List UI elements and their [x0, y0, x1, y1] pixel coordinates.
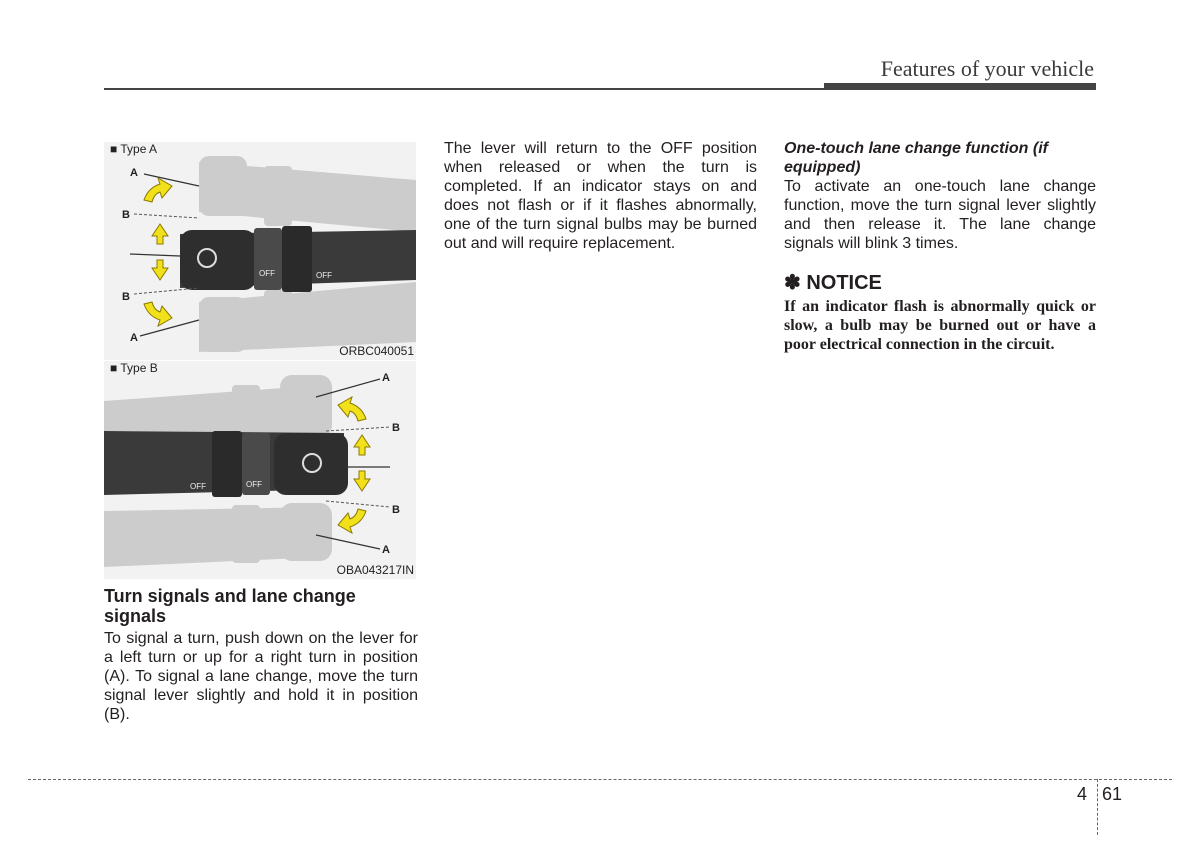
section-body-one-touch: To activate an one-touch lane change function, move the turn signal lever slightly and then release it. The lane change signals will blink 3 times. [784, 178, 1096, 252]
chapter-number: 4 [1077, 784, 1088, 804]
callout-a-bottom-b: A [382, 544, 390, 556]
section-lever-return [444, 139, 757, 253]
section-one-touch [784, 139, 1096, 354]
notice-title: ✽ NOTICE [784, 272, 882, 294]
section-turn-signals [104, 586, 418, 724]
page-header-title: Features of your vehicle [880, 56, 1094, 81]
section-body-lever-return: The lever will return to the OFF position when released or when the turn is completed. If an indicator stays on and does not flash or if it flashes abnormally, one of the turn signal bulbs may be burned out and will require replacement. [444, 140, 757, 252]
header-rule [104, 88, 824, 90]
off-label-a1: OFF [259, 269, 275, 278]
figure-label-type-b: ■ Type B [110, 361, 158, 375]
callout-b-bottom: B [122, 291, 130, 303]
footer-divider [1097, 779, 1098, 835]
off-label-b2: OFF [246, 480, 262, 489]
arrow-down-turn-icon [144, 302, 172, 326]
callout-b-top-b: B [392, 422, 400, 434]
lever-illustration-type-a [104, 142, 416, 360]
callout-a-top-b: A [382, 372, 390, 384]
section-heading-one-touch: One-touch lane change function (if equipped) [784, 140, 1048, 176]
page-number: 61 [1102, 784, 1123, 804]
arrow-down-turn-icon-b [338, 509, 366, 533]
lever-main-b [104, 431, 348, 497]
callout-a-bottom: A [130, 332, 138, 344]
figure-type-a [104, 142, 416, 360]
arrow-up-turn-icon [144, 178, 172, 202]
section-heading-turn-signals: Turn signals and lane change signals [104, 586, 356, 626]
section-body-turn-signals: To signal a turn, push down on the lever for a left turn or up for a right turn in position (A). To signal a lane change, move the turn signal lever slightly and hold it in position (B). [104, 630, 418, 723]
figure-label-type-a: ■ Type A [110, 142, 158, 156]
header-rule-accent [824, 83, 1096, 90]
lever-main [180, 226, 416, 292]
arrow-down-icon-b [354, 471, 370, 491]
callout-b-top: B [122, 209, 130, 221]
callout-a-top: A [130, 167, 138, 179]
callout-b-bottom-b: B [392, 504, 400, 516]
off-label-b1: OFF [190, 482, 206, 491]
arrow-up-icon [152, 224, 168, 244]
arrow-up-turn-icon-b [338, 397, 366, 421]
figure-type-b [104, 361, 416, 579]
footer-rule [28, 779, 1172, 780]
off-label-a2: OFF [316, 271, 332, 280]
figure-code-type-b: OBA043217IN [336, 563, 414, 577]
figure-code-type-a: ORBC040051 [339, 344, 414, 358]
arrow-down-icon [152, 260, 168, 280]
lever-illustration-type-b [104, 361, 416, 579]
notice-body: If an indicator flash is abnormally quick or slow, a bulb may be burned out or have a poor electrical connection in the circuit. [784, 298, 1096, 353]
arrow-up-icon-b [354, 435, 370, 455]
